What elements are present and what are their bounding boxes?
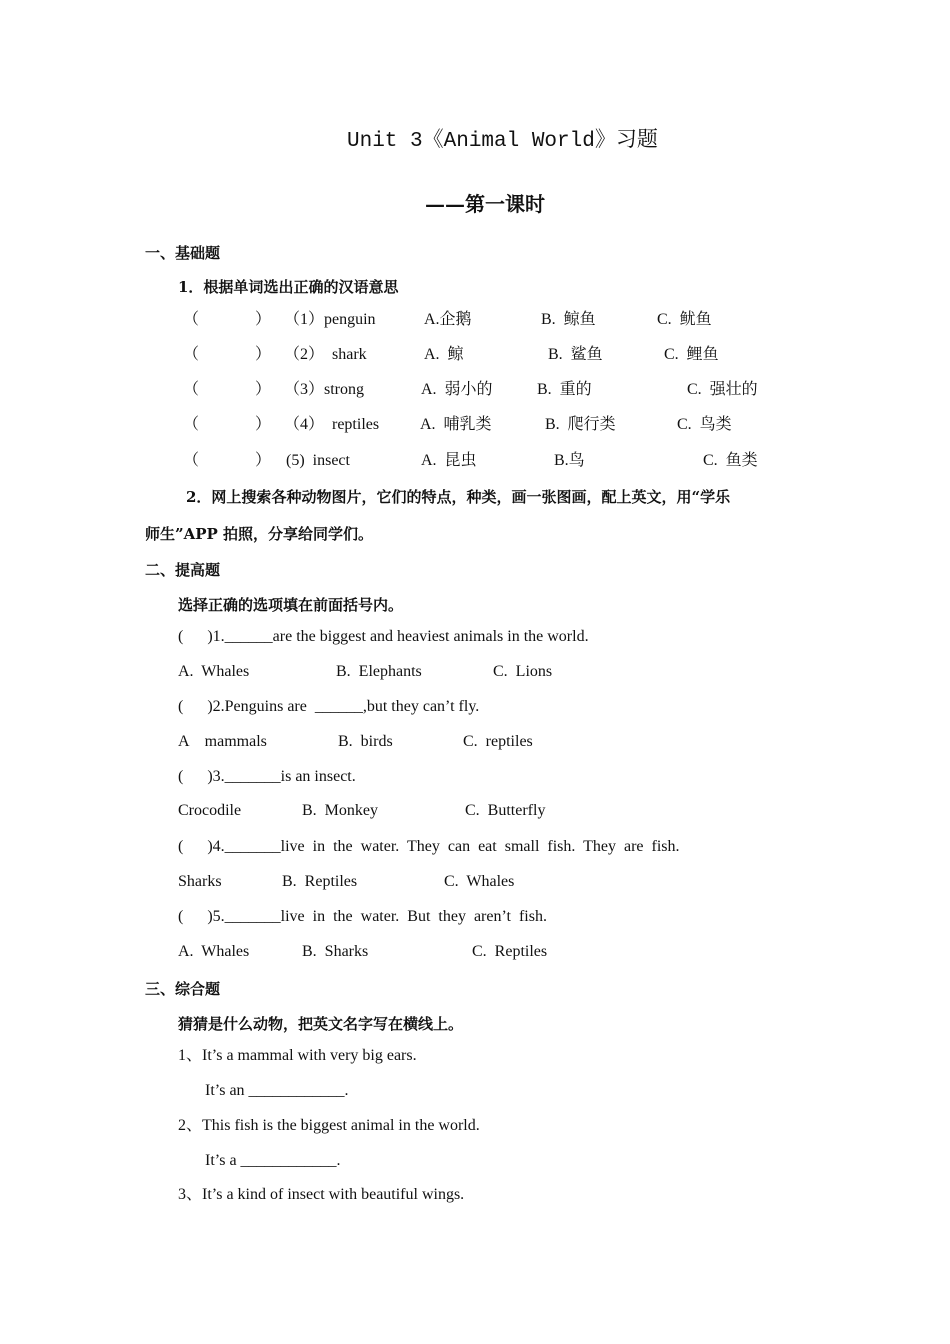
question-stem: ( )4._______live in the water. They can eat small fish. They are fish.: [178, 838, 680, 855]
section3-instruction: 猜猜是什么动物，把英文名字写在横线上。: [178, 1015, 464, 1033]
option-c: C. 鲤鱼: [664, 346, 719, 363]
riddle-answer: It’s an ____________.: [205, 1082, 349, 1099]
option-a: A.企鹅: [424, 311, 472, 328]
option-b: B. Elephants: [336, 663, 422, 680]
option-a: Sharks: [178, 873, 222, 890]
riddle-clue: 1、It’s a mammal with very big ears.: [178, 1047, 417, 1064]
page-subtitle: ——第一课时: [425, 192, 545, 216]
riddle-answer: It’s a ____________.: [205, 1152, 341, 1169]
question-stem: ( )3._______is an insect.: [178, 768, 356, 785]
option-b: B. Sharks: [302, 943, 369, 960]
section3-heading: 三、综合题: [145, 980, 221, 998]
section1-heading: 一、基础题: [145, 244, 221, 262]
answer-paren: （ ）: [183, 416, 272, 433]
option-b: B.鸟: [554, 452, 585, 469]
q2-line2: 师生”APP 拍照，分享给同学们。: [145, 525, 374, 543]
option-c: C. 鱿鱼: [657, 311, 712, 328]
option-a: A. 弱小的: [421, 381, 493, 398]
option-c: C. Reptiles: [472, 943, 548, 960]
page-title: Unit 3《Animal World》习题: [347, 130, 658, 153]
option-b: B. Monkey: [302, 802, 378, 819]
vocab-word: （2） shark: [284, 346, 367, 363]
question-stem: ( )5._______live in the water. But they aren’t fish.: [178, 908, 547, 925]
option-c: C. reptiles: [463, 733, 533, 750]
answer-paren: （ ）: [183, 381, 272, 398]
option-c: C. Whales: [444, 873, 515, 890]
option-b: B. Reptiles: [282, 873, 358, 890]
answer-paren: （ ）: [183, 311, 272, 328]
q2-line1: 2．网上搜索各种动物图片，它们的特点，种类，画一张图画，配上英文，用“学乐: [186, 488, 731, 506]
option-b: B. 鲸鱼: [541, 311, 596, 328]
option-a: A. 昆虫: [421, 452, 477, 469]
option-c: C. Lions: [493, 663, 553, 680]
option-b: B. 重的: [537, 381, 592, 398]
option-b: B. birds: [338, 733, 393, 750]
option-b: B. 爬行类: [545, 416, 616, 433]
option-c: C. Butterfly: [465, 802, 546, 819]
option-a: A. Whales: [178, 663, 250, 680]
section2-heading: 二、提高题: [145, 561, 221, 579]
option-a: Crocodile: [178, 802, 242, 819]
q1-instruction: 1．根据单词选出正确的汉语意思: [178, 278, 399, 296]
answer-paren: （ ）: [183, 452, 272, 469]
riddle-clue: 2、This fish is the biggest animal in the world.: [178, 1117, 480, 1134]
option-c: C. 鱼类: [703, 452, 758, 469]
vocab-word: （3）strong: [284, 381, 365, 398]
option-a: A. 哺乳类: [420, 416, 492, 433]
vocab-word: (5) insect: [286, 452, 350, 469]
riddle-clue: 3、It’s a kind of insect with beautiful wings.: [178, 1186, 465, 1203]
option-a: A. Whales: [178, 943, 250, 960]
vocab-word: （4） reptiles: [284, 416, 380, 433]
section2-instruction: 选择正确的选项填在前面括号内。: [178, 596, 404, 614]
question-stem: ( )2.Penguins are ______,but they can’t fly.: [178, 698, 480, 715]
answer-paren: （ ）: [183, 346, 272, 363]
vocab-word: （1）penguin: [284, 311, 376, 328]
option-a: A mammals: [178, 733, 267, 750]
option-b: B. 鲨鱼: [548, 346, 603, 363]
option-c: C. 鸟类: [677, 416, 732, 433]
question-stem: ( )1.______are the biggest and heaviest animals in the world.: [178, 628, 589, 645]
option-c: C. 强壮的: [687, 381, 758, 398]
option-a: A. 鲸: [424, 346, 464, 363]
